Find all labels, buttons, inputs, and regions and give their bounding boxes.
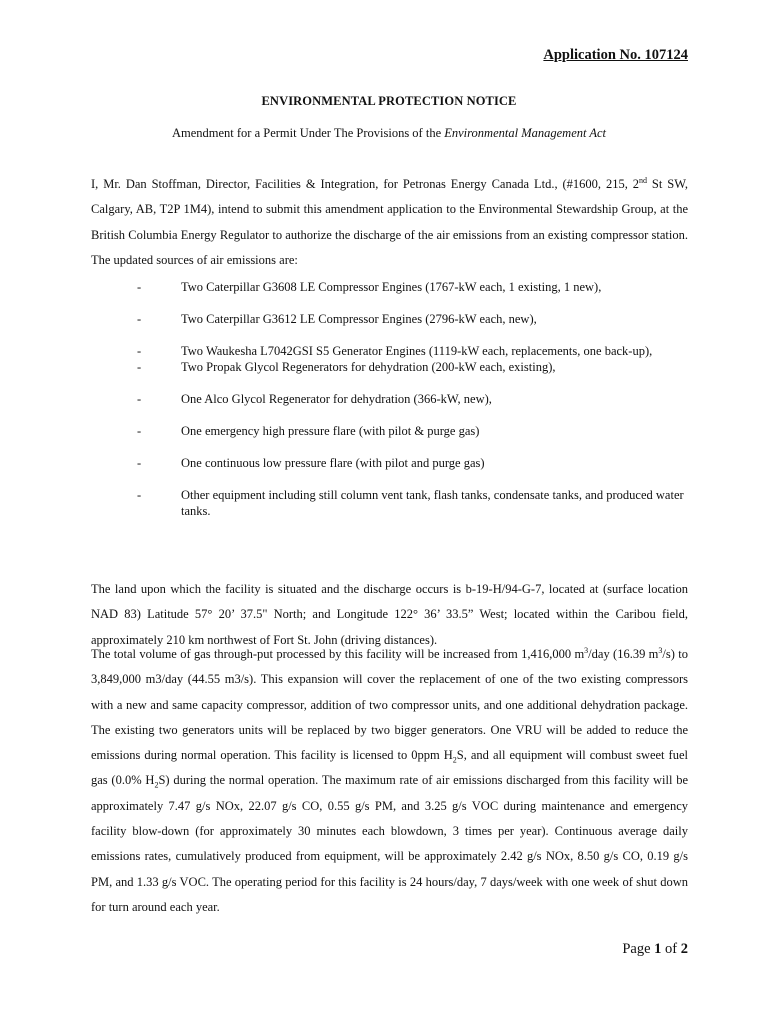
list-item-text: Other equipment including still column vent tank, flash tanks, condensate tanks, and produced water tanks. — [181, 488, 684, 518]
volume-text-1: The total volume of gas through-put processed by this facility will be increased from 1,416,000 m — [91, 647, 585, 661]
volume-sub-2: 2 — [154, 780, 159, 790]
bullet-dash: - — [137, 392, 142, 406]
location-paragraph: The land upon which the facility is situated and the discharge occurs is b-19-H/94-G-7, located at (surface location NAD 83) Latitude 57° 20’ 37.5" North; and Longitude 122° 36’ 33.5” West; located within the Caribou field, approximately 210 km northwest of Fort St. John (driving distances). — [91, 582, 688, 647]
list-item — [91, 343, 688, 359]
intro-paragraph — [91, 172, 688, 273]
list-item — [91, 391, 688, 407]
volume-text-4: S, and all equipment will combust sweet fuel gas (0.0% H — [91, 748, 688, 788]
volume-sup-1: 3 — [584, 645, 589, 655]
volume-text-2: /day (16.39 m — [588, 647, 659, 661]
current-page: 1 — [654, 941, 662, 957]
list-item — [91, 359, 688, 375]
list-item — [91, 311, 688, 327]
bullet-dash: - — [137, 312, 142, 326]
of-word: of — [661, 941, 681, 957]
bullet-dash: - — [137, 280, 142, 294]
list-item — [91, 423, 688, 439]
application-number: Application No. 107124 — [543, 47, 688, 63]
list-item — [91, 487, 688, 519]
list-item-text: Two Caterpillar G3612 LE Compressor Engines (2796-kW each, new), — [181, 312, 537, 326]
intro-text-b: St SW, Calgary, AB, T2P 1M4), intend to submit this amendment application to the Environmental Stewardship Group, at the British Columbia Energy Regulator to authorize the discharge of the air emissions from an existing compressor station. The updated sources of air emissions are: — [91, 177, 688, 267]
notice-title: ENVIRONMENTAL PROTECTION NOTICE — [261, 94, 517, 108]
bullet-dash: - — [137, 344, 142, 358]
subtitle-act-name: Environmental Management Act — [444, 126, 607, 140]
volume-sup-2: 3 — [658, 645, 663, 655]
volume-sub-1: 2 — [452, 755, 457, 765]
bullet-dash: - — [137, 488, 142, 502]
page-word: Page — [622, 941, 655, 957]
list-item-text: One Alco Glycol Regenerator for dehydration (366-kW, new), — [181, 392, 492, 406]
total-pages: 2 — [680, 941, 688, 957]
subtitle-prefix: Amendment for a Permit Under The Provisions of the — [171, 126, 445, 140]
bullet-dash: - — [137, 360, 142, 374]
notice-subtitle — [0, 126, 770, 141]
volume-text-5: S) during the normal operation. The maximum rate of air emissions discharged from this facility will be approximately 7.47 g/s NOx, 22.07 g/s CO, 0.55 g/s PM, and 3.25 g/s VOC during maintenance and emergency facility blow-down (for approximately 30 minutes each blowdown, 3 times per year). Continuous average daily emissions rates, cumulatively produced from equipment, will be approximately 2.42 g/s NOx, 8.50 g/s CO, 0.19 g/s PM, and 1.33 g/s VOC. The operating period for this facility is 24 hours/day, 7 days/week with one week of shut down for turn around each year. — [91, 773, 688, 914]
list-item-text: One emergency high pressure flare (with pilot & purge gas) — [181, 424, 480, 438]
bullet-dash: - — [137, 456, 142, 470]
list-item-text: Two Caterpillar G3608 LE Compressor Engines (1767-kW each, 1 existing, 1 new), — [181, 280, 602, 294]
list-item-text: Two Propak Glycol Regenerators for dehydration (200-kW each, existing), — [181, 360, 556, 374]
intro-superscript: nd — [639, 175, 648, 185]
emission-sources-list — [91, 279, 688, 519]
list-item — [91, 455, 688, 471]
volume-paragraph — [91, 642, 688, 920]
page-number — [0, 941, 688, 958]
bullet-dash: - — [137, 424, 142, 438]
intro-text-a: I, Mr. Dan Stoffman, Director, Facilities & Integration, for Petronas Energy Canada Ltd., (#1600, 215, 2 — [91, 177, 640, 191]
list-item-text: One continuous low pressure flare (with pilot and purge gas) — [181, 456, 485, 470]
list-item-text: Two Waukesha L7042GSI S5 Generator Engines (1119-kW each, replacements, one back-up), — [181, 344, 653, 358]
list-item — [91, 279, 688, 295]
volume-text-3: /s) to 3,849,000 m3/day (44.55 m3/s). This expansion will cover the replacement of one of the two existing compressors with a new and same capacity compressor, addition of two compressor units, and one additional dehydration package. The existing two generators units will be replaced by two bigger generators. One VRU will be added to reduce the emissions during normal operation. This facility is licensed to 0ppm H — [91, 647, 688, 763]
